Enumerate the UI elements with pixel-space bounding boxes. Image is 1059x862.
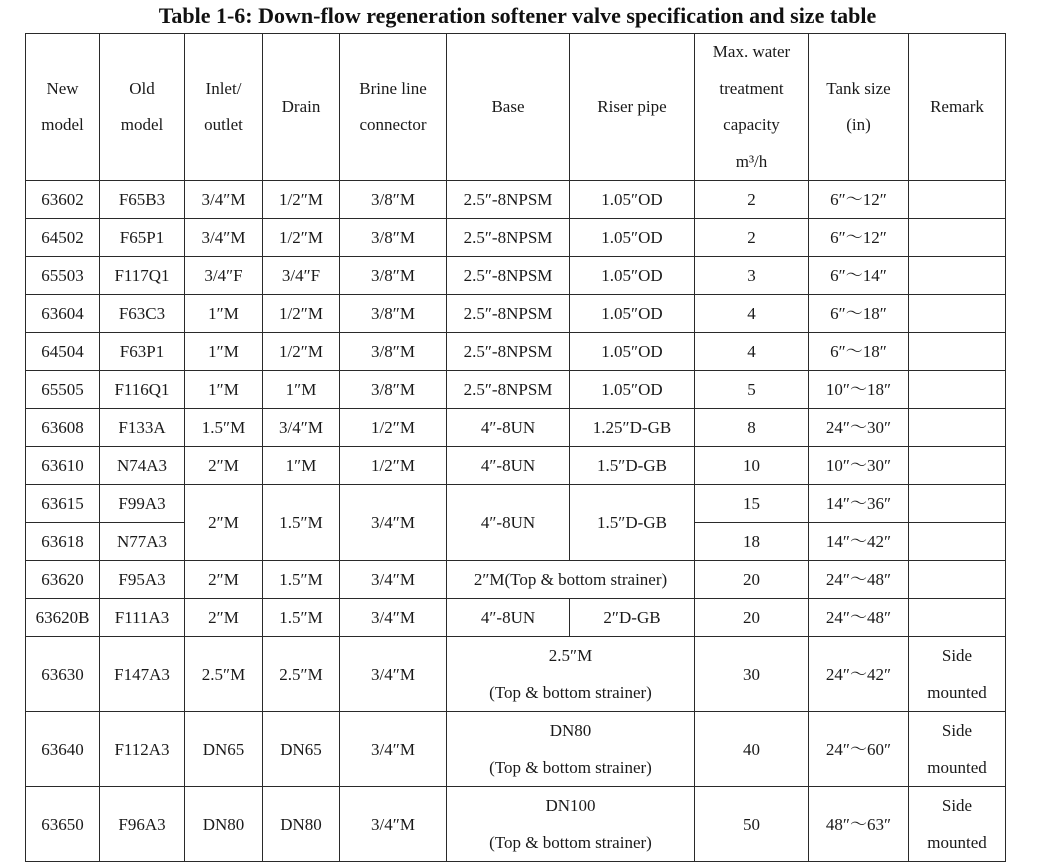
cell-drain: 1/2″M [263, 181, 340, 219]
cell-remark: Side mounted [909, 712, 1006, 787]
cell-inlet: 3/4″F [185, 257, 263, 295]
cell-capacity: 8 [695, 409, 809, 447]
cell-base: 2.5″-8NPSM [447, 219, 570, 257]
cell-old-model: F99A3 [100, 485, 185, 523]
cell-remark [909, 371, 1006, 409]
header-capacity: Max. water treatment capacity m³/h [695, 34, 809, 181]
cell-drain: 3/4″F [263, 257, 340, 295]
table-row [26, 181, 1006, 219]
cell-drain: DN80 [263, 787, 340, 862]
cell-tank: 24″～60″ [809, 712, 909, 787]
cell-remark [909, 409, 1006, 447]
cell-capacity: 50 [695, 787, 809, 862]
cell-tank: 10″～30″ [809, 447, 909, 485]
cell-remark [909, 333, 1006, 371]
cell-remark [909, 219, 1006, 257]
table-row [26, 371, 1006, 409]
cell-riser: 1.05″OD [570, 371, 695, 409]
cell-remark: Side mounted [909, 637, 1006, 712]
header-old-model: Old model [100, 34, 185, 181]
cell-remark [909, 257, 1006, 295]
table-row [26, 295, 1006, 333]
cell-old-model: N77A3 [100, 523, 185, 561]
cell-drain: 2.5″M [263, 637, 340, 712]
cell-new-model: 64504 [26, 333, 100, 371]
header-drain: Drain [263, 34, 340, 181]
cell-capacity: 3 [695, 257, 809, 295]
cell-new-model: 63604 [26, 295, 100, 333]
cell-drain: 1.5″M [263, 485, 340, 561]
cell-remark [909, 485, 1006, 523]
table-row [26, 409, 1006, 447]
header-remark: Remark [909, 34, 1006, 181]
cell-tank: 24″～48″ [809, 599, 909, 637]
cell-brine: 1/2″M [340, 409, 447, 447]
cell-base: 2.5″-8NPSM [447, 295, 570, 333]
cell-base-riser: DN100 (Top & bottom strainer) [447, 787, 695, 862]
cell-brine: 3/4″M [340, 599, 447, 637]
cell-drain: 1/2″M [263, 219, 340, 257]
cell-brine: 1/2″M [340, 447, 447, 485]
cell-tank: 10″～18″ [809, 371, 909, 409]
cell-drain: 3/4″M [263, 409, 340, 447]
cell-capacity: 2 [695, 219, 809, 257]
header-tank-size: Tank size (in) [809, 34, 909, 181]
cell-capacity: 4 [695, 295, 809, 333]
table-row [26, 787, 1006, 862]
table-row [26, 712, 1006, 787]
cell-old-model: F147A3 [100, 637, 185, 712]
header-riser-pipe: Riser pipe [570, 34, 695, 181]
cell-tank: 6″～18″ [809, 333, 909, 371]
cell-brine: 3/4″M [340, 637, 447, 712]
cell-riser: 1.05″OD [570, 181, 695, 219]
cell-old-model: F96A3 [100, 787, 185, 862]
cell-inlet: 3/4″M [185, 181, 263, 219]
cell-base: 2.5″-8NPSM [447, 181, 570, 219]
cell-drain: 1/2″M [263, 333, 340, 371]
cell-tank: 6″～14″ [809, 257, 909, 295]
cell-tank: 14″～36″ [809, 485, 909, 523]
cell-new-model: 63620B [26, 599, 100, 637]
table-row [26, 561, 1006, 599]
header-row [26, 34, 1006, 181]
cell-new-model: 63615 [26, 485, 100, 523]
cell-brine: 3/8″M [340, 181, 447, 219]
cell-riser: 2″D-GB [570, 599, 695, 637]
cell-capacity: 18 [695, 523, 809, 561]
cell-brine: 3/4″M [340, 485, 447, 561]
table-title: Table 1-6: Down-flow regeneration softener valve specification and size table [158, 3, 877, 28]
table-row [26, 485, 1006, 523]
cell-drain: 1/2″M [263, 295, 340, 333]
cell-capacity: 40 [695, 712, 809, 787]
cell-capacity: 4 [695, 333, 809, 371]
cell-base: 2.5″-8NPSM [447, 257, 570, 295]
cell-capacity: 5 [695, 371, 809, 409]
table-row [26, 333, 1006, 371]
cell-remark [909, 295, 1006, 333]
cell-remark: Side mounted [909, 787, 1006, 862]
cell-old-model: F63C3 [100, 295, 185, 333]
cell-new-model: 63640 [26, 712, 100, 787]
cell-new-model: 63610 [26, 447, 100, 485]
cell-remark [909, 181, 1006, 219]
cell-old-model: F63P1 [100, 333, 185, 371]
cell-capacity: 15 [695, 485, 809, 523]
cell-brine: 3/4″M [340, 787, 447, 862]
cell-brine: 3/8″M [340, 257, 447, 295]
cell-base: 4″-8UN [447, 409, 570, 447]
cell-base: 2.5″-8NPSM [447, 333, 570, 371]
cell-new-model: 64502 [26, 219, 100, 257]
cell-tank: 6″～12″ [809, 181, 909, 219]
cell-base-riser: 2.5″M (Top & bottom strainer) [447, 637, 695, 712]
cell-base-riser: DN80 (Top & bottom strainer) [447, 712, 695, 787]
cell-capacity: 2 [695, 181, 809, 219]
cell-drain: DN65 [263, 712, 340, 787]
table-row [26, 257, 1006, 295]
cell-inlet: 3/4″M [185, 219, 263, 257]
header-base: Base [447, 34, 570, 181]
table-row [26, 447, 1006, 485]
cell-old-model: F111A3 [100, 599, 185, 637]
cell-drain: 1″M [263, 447, 340, 485]
cell-drain: 1″M [263, 371, 340, 409]
table-row [26, 219, 1006, 257]
cell-new-model: 65505 [26, 371, 100, 409]
table-row [26, 599, 1006, 637]
cell-new-model: 63620 [26, 561, 100, 599]
cell-new-model: 63608 [26, 409, 100, 447]
cell-riser: 1.05″OD [570, 295, 695, 333]
cell-inlet: 2″M [185, 485, 263, 561]
cell-brine: 3/8″M [340, 371, 447, 409]
cell-old-model: F65B3 [100, 181, 185, 219]
cell-riser: 1.5″D-GB [570, 485, 695, 561]
cell-tank: 6″～18″ [809, 295, 909, 333]
cell-old-model: N74A3 [100, 447, 185, 485]
cell-riser: 1.5″D-GB [570, 447, 695, 485]
cell-old-model: F95A3 [100, 561, 185, 599]
cell-new-model: 63618 [26, 523, 100, 561]
cell-inlet: 1″M [185, 371, 263, 409]
header-brine-line: Brine line connector [340, 34, 447, 181]
cell-new-model: 63650 [26, 787, 100, 862]
cell-tank: 24″～42″ [809, 637, 909, 712]
cell-brine: 3/8″M [340, 333, 447, 371]
cell-remark [909, 447, 1006, 485]
cell-inlet: 1″M [185, 333, 263, 371]
cell-inlet: 2.5″M [185, 637, 263, 712]
cell-base: 4″-8UN [447, 599, 570, 637]
cell-remark [909, 599, 1006, 637]
cell-drain: 1.5″M [263, 561, 340, 599]
cell-riser: 1.05″OD [570, 333, 695, 371]
cell-capacity: 20 [695, 599, 809, 637]
cell-tank: 48″～63″ [809, 787, 909, 862]
cell-old-model: F116Q1 [100, 371, 185, 409]
spec-table [25, 33, 1006, 862]
cell-inlet: DN65 [185, 712, 263, 787]
cell-inlet: 2″M [185, 599, 263, 637]
cell-old-model: F133A [100, 409, 185, 447]
cell-new-model: 65503 [26, 257, 100, 295]
cell-old-model: F65P1 [100, 219, 185, 257]
cell-capacity: 20 [695, 561, 809, 599]
cell-remark [909, 523, 1006, 561]
header-inlet-outlet: Inlet/ outlet [185, 34, 263, 181]
cell-base: 4″-8UN [447, 447, 570, 485]
cell-brine: 3/8″M [340, 219, 447, 257]
cell-base: 2.5″-8NPSM [447, 371, 570, 409]
cell-inlet: 2″M [185, 561, 263, 599]
cell-new-model: 63630 [26, 637, 100, 712]
cell-brine: 3/4″M [340, 712, 447, 787]
cell-base: 4″-8UN [447, 485, 570, 561]
cell-brine: 3/8″M [340, 295, 447, 333]
cell-old-model: F112A3 [100, 712, 185, 787]
cell-capacity: 30 [695, 637, 809, 712]
cell-riser: 1.25″D-GB [570, 409, 695, 447]
cell-old-model: F117Q1 [100, 257, 185, 295]
cell-tank: 24″～48″ [809, 561, 909, 599]
cell-base-riser: 2″M(Top & bottom strainer) [447, 561, 695, 599]
cell-riser: 1.05″OD [570, 257, 695, 295]
cell-drain: 1.5″M [263, 599, 340, 637]
cell-riser: 1.05″OD [570, 219, 695, 257]
cell-tank: 6″～12″ [809, 219, 909, 257]
cell-inlet: DN80 [185, 787, 263, 862]
cell-inlet: 1.5″M [185, 409, 263, 447]
cell-remark [909, 561, 1006, 599]
cell-tank: 14″～42″ [809, 523, 909, 561]
cell-new-model: 63602 [26, 181, 100, 219]
cell-inlet: 1″M [185, 295, 263, 333]
cell-tank: 24″～30″ [809, 409, 909, 447]
table-row [26, 637, 1006, 712]
cell-brine: 3/4″M [340, 561, 447, 599]
header-new-model: New model [26, 34, 100, 181]
cell-capacity: 10 [695, 447, 809, 485]
cell-inlet: 2″M [185, 447, 263, 485]
